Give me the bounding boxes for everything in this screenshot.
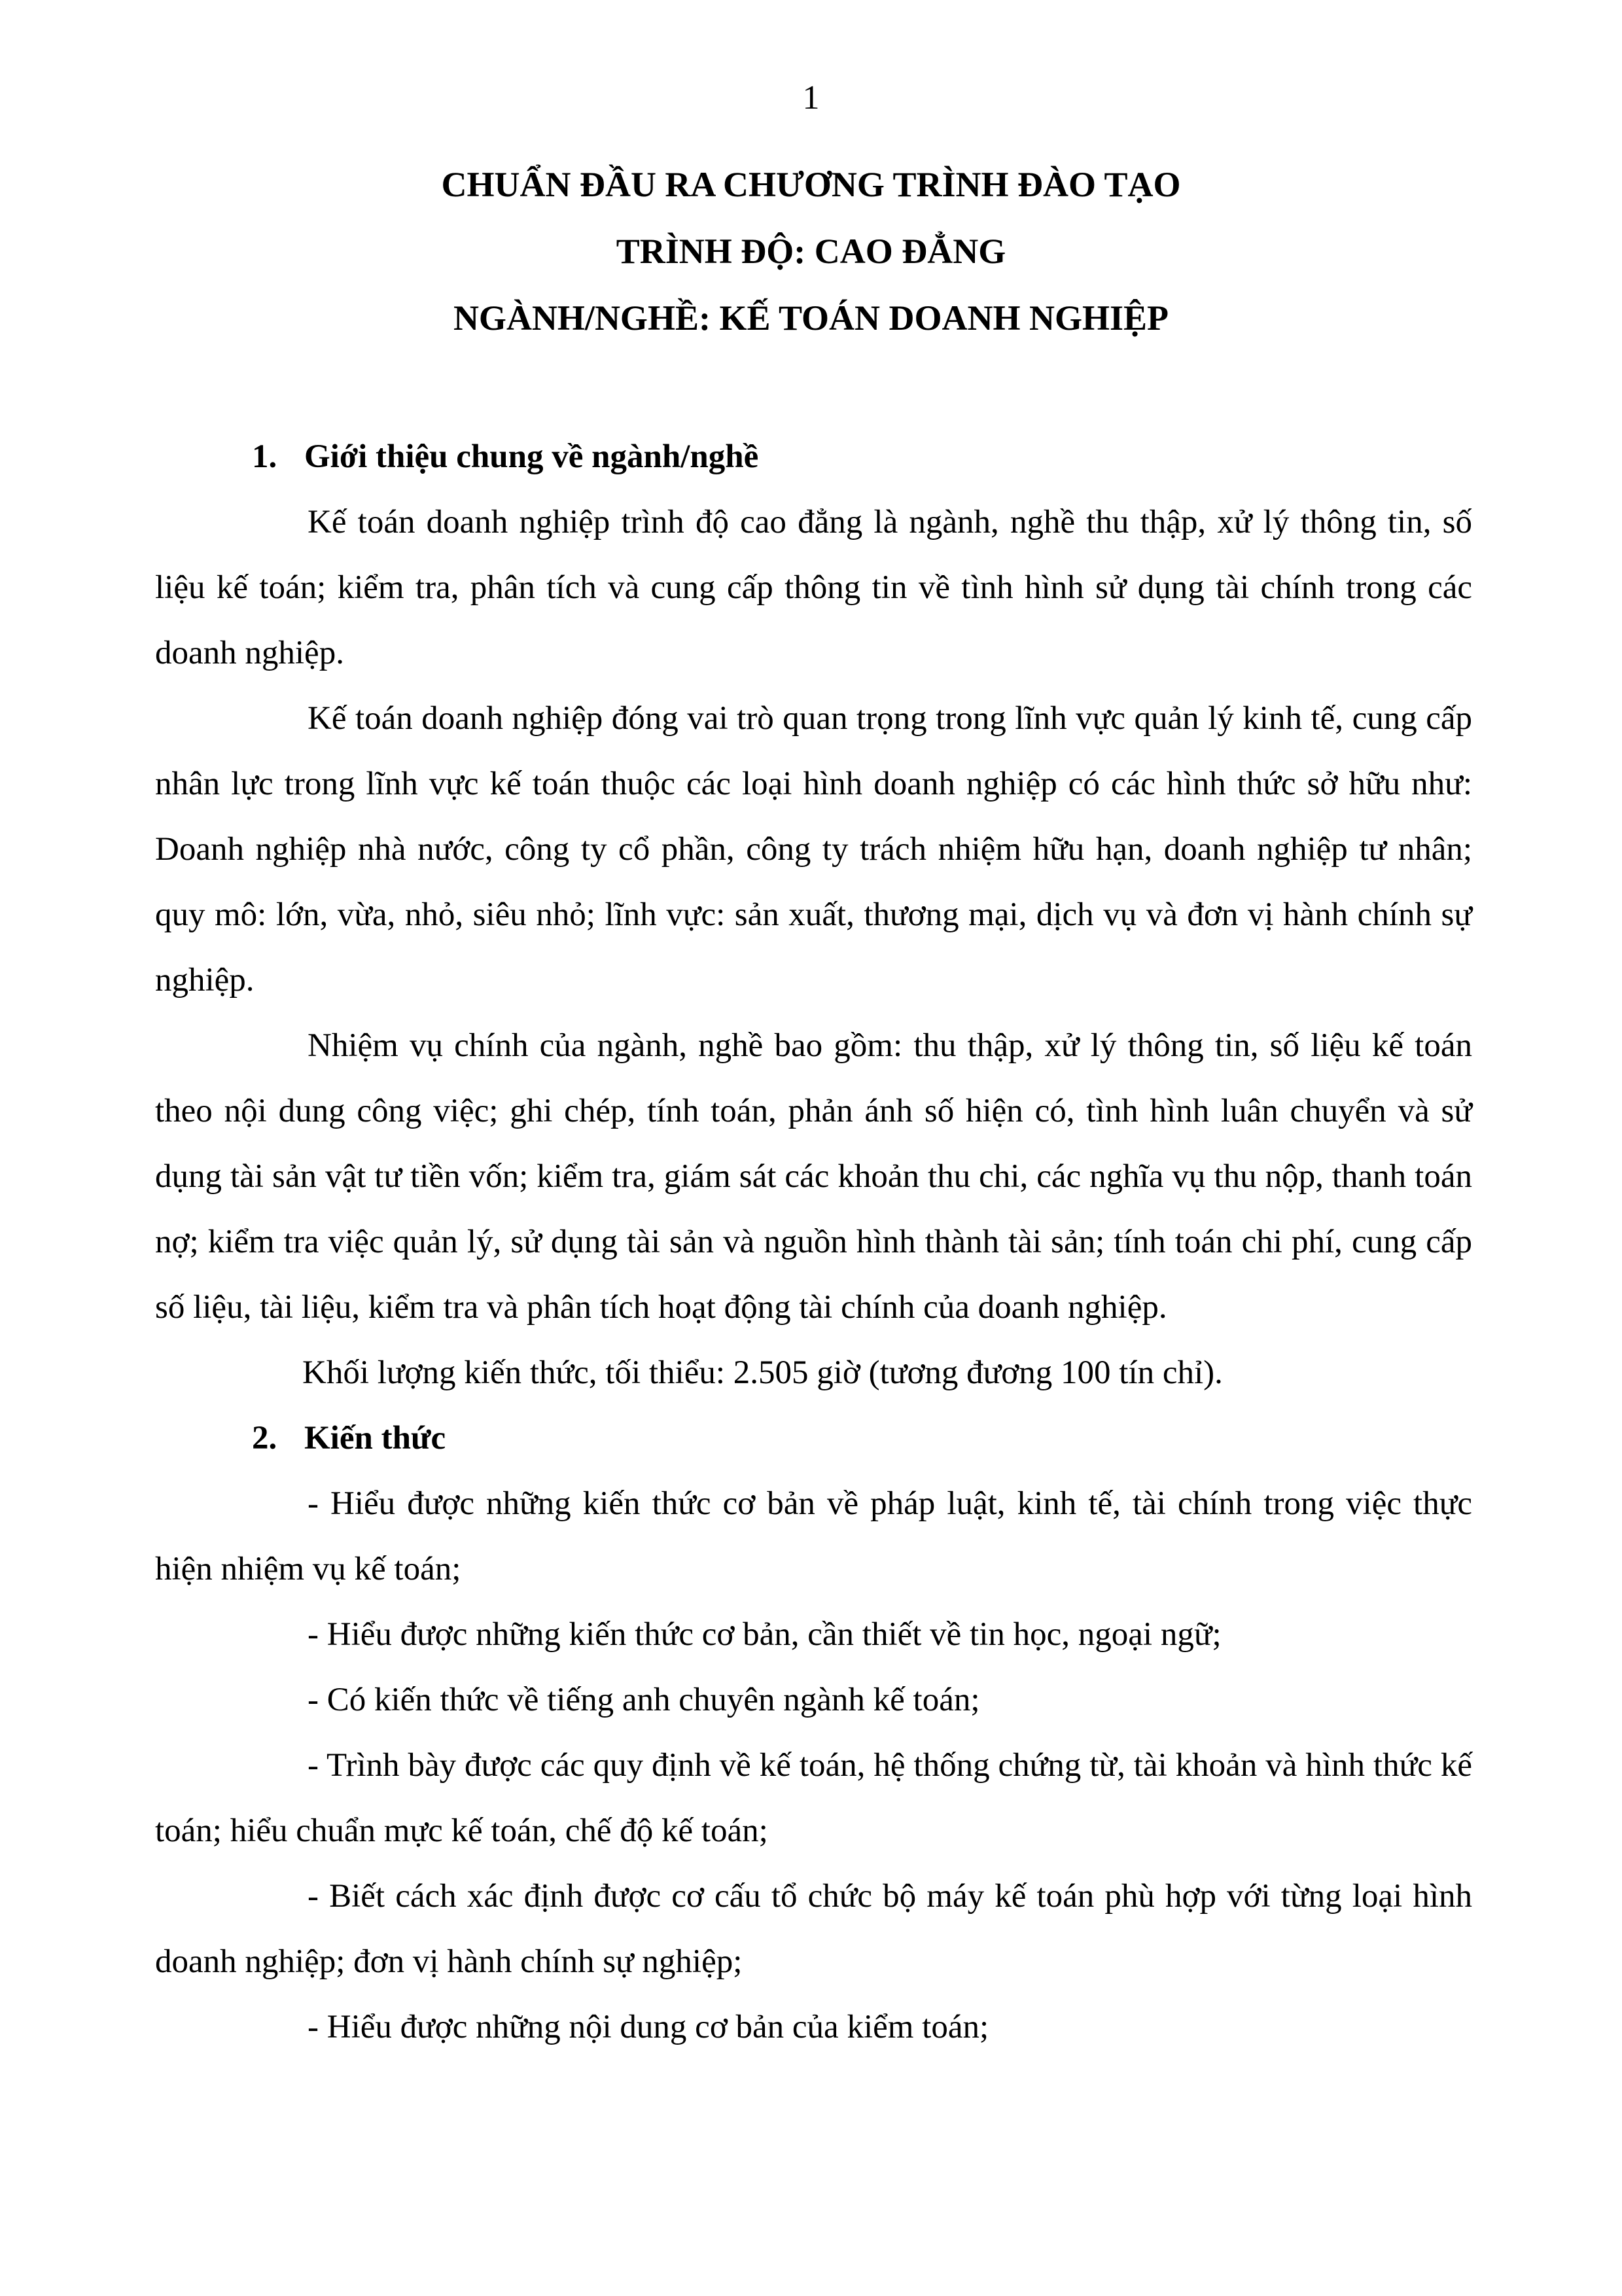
title-line-major: NGÀNH/NGHỀ: KẾ TOÁN DOANH NGHIỆP xyxy=(453,298,1169,338)
section-heading-introduction xyxy=(155,424,1472,489)
title-line-level: TRÌNH ĐỘ: CAO ĐẲNG xyxy=(616,232,1006,271)
section-title: Giới thiệu chung về ngành/nghề xyxy=(304,438,759,475)
paragraph: Kế toán doanh nghiệp đóng vai trò quan trọng trong lĩnh vực quản lý kinh tế, cung cấp nhân lực trong lĩnh vực kế toán thuộc các loại hình doanh nghiệp có các hình thức sở hữu như: Doanh nghiệp nhà nước, công ty cổ phần, công ty trách nhiệm hữu hạn, doanh nghiệp tư nhân; quy mô: lớn, vừa, nhỏ, siêu nhỏ; lĩnh vực: sản xuất, thương mại, dịch vụ và đơn vị hành chính sự nghiệp. xyxy=(155,700,1472,998)
list-item: - Biết cách xác định được cơ cấu tổ chức bộ máy kế toán phù hợp với từng loại hình doanh nghiệp; đơn vị hành chính sự nghiệp; xyxy=(155,1878,1472,1980)
section-number: 1. xyxy=(252,438,277,475)
paragraph: Khối lượng kiến thức, tối thiểu: 2.505 giờ (tương đương 100 tín chỉ). xyxy=(302,1354,1223,1391)
paragraph: Kế toán doanh nghiệp trình độ cao đẳng là ngành, nghề thu thập, xử lý thông tin, số liệu kế toán; kiểm tra, phân tích và cung cấp thông tin về tình hình sử dụng tài chính trong các doanh nghiệp. xyxy=(155,504,1472,671)
page-number: 1 xyxy=(802,79,820,116)
title-line-program: CHUẨN ĐẦU RA CHƯƠNG TRÌNH ĐÀO TẠO xyxy=(441,165,1181,204)
list-item: - Hiểu được những kiến thức cơ bản về pháp luật, kinh tế, tài chính trong việc thực hiện nhiệm vụ kế toán; xyxy=(155,1485,1472,1587)
list-item: - Trình bày được các quy định về kế toán, hệ thống chứng từ, tài khoản và hình thức kế toán; hiểu chuẩn mực kế toán, chế độ kế toán; xyxy=(155,1747,1472,1849)
section-number: 2. xyxy=(252,1420,277,1457)
paragraph: Nhiệm vụ chính của ngành, nghề bao gồm: thu thập, xử lý thông tin, số liệu kế toán theo nội dung công việc; ghi chép, tính toán, phản ánh số hiện có, tình hình luân chuyển và sử dụng tài sản vật tư tiền vốn; kiểm tra, giám sát các khoản thu chi, các nghĩa vụ thu nộp, thanh toán nợ; kiểm tra việc quản lý, sử dụng tài sản và nguồn hình thành tài sản; tính toán chi phí, cung cấp số liệu, tài liệu, kiểm tra và phân tích hoạt động tài chính của doanh nghiệp. xyxy=(155,1027,1472,1326)
list-item: - Hiểu được những kiến thức cơ bản, cần thiết về tin học, ngoại ngữ; xyxy=(308,1616,1222,1653)
list-item: - Hiểu được những nội dung cơ bản của kiểm toán; xyxy=(308,2009,989,2045)
section-title: Kiến thức xyxy=(304,1420,446,1457)
list-item: - Có kiến thức về tiếng anh chuyên ngành kế toán; xyxy=(308,1682,980,1718)
section-heading-knowledge xyxy=(155,1405,1472,1471)
document-title xyxy=(0,161,1622,361)
document-body xyxy=(155,424,1472,2060)
